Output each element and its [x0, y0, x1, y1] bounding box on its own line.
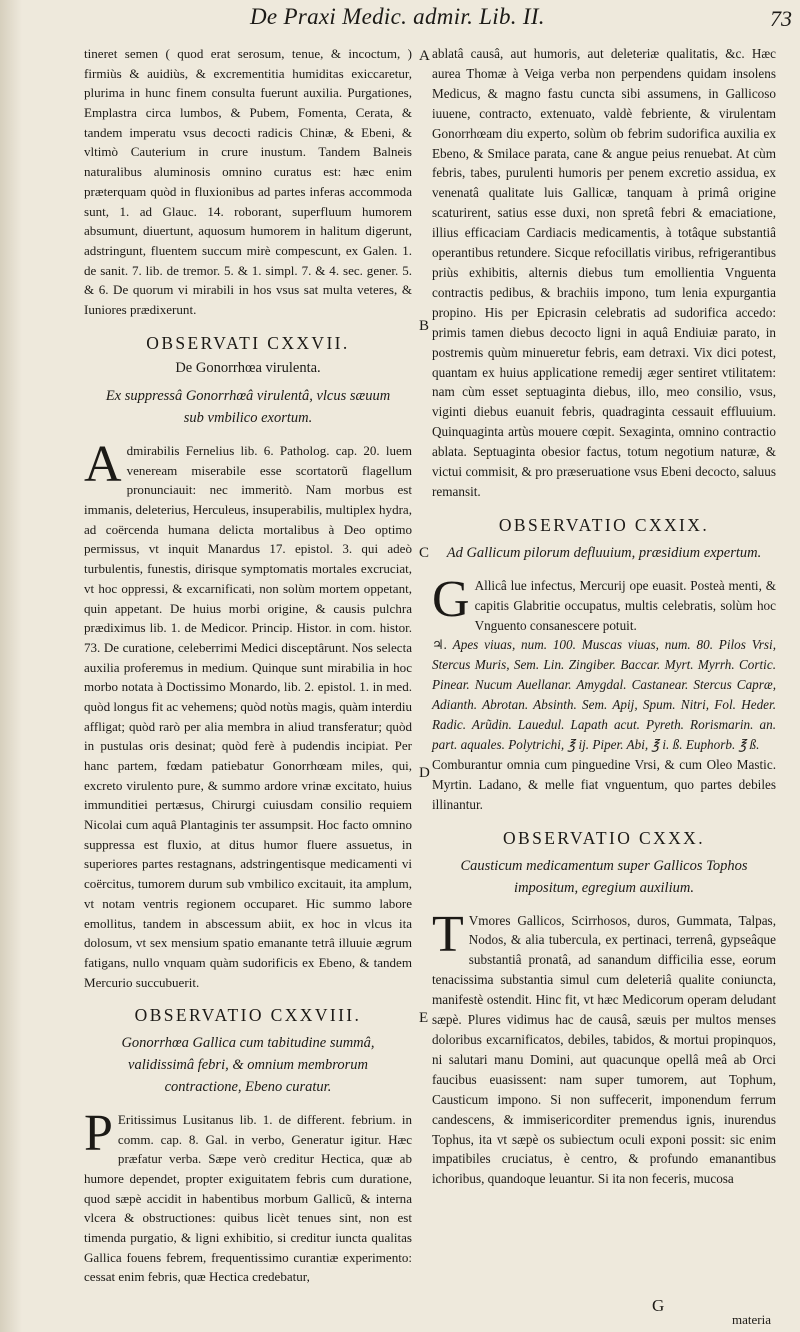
right-column: [432, 44, 776, 1189]
drop-cap: T: [432, 905, 464, 963]
observation-130-body: [432, 905, 776, 1190]
observation-128-heading: OBSERVATIO CXXVIII.: [134, 1005, 362, 1026]
drop-cap: G: [432, 570, 470, 628]
margin-letter-c: C: [419, 545, 430, 561]
left-column: [84, 44, 412, 1287]
observation-127-subtitle: De Gonorrhœa virulenta.: [175, 360, 321, 377]
observation-129-body: [432, 570, 776, 636]
continued-paragraph: tineret semen ( quod erat serosum, tenue, & incoctum, ) firmiùs & auidiùs, & excrementitia humiditas exiccaretur, plurima in hunc finem consulta fuerunt auxilia. Purgationes, Emplastra circa lumbos, & Pubem, Fomenta, Cerata, & tandem imperatu vsus decocti radicis Chinæ, & Ebeni, & vltimò Cauterium in crure inustum. Tandem Balneis naturalibus aluminosis omnino curatus est: hæc enim præterquam quòd in fluxionibus ad partes inferas accommoda sunt, 1. ad Glauc. 14. roborant, superfluum humorem absumunt, diuertunt, aquosum humorem in halitum digerunt, adstringunt, fluentem succum mirè compescunt, ex Galen. 1. de sanit. 7. lib. de tremor. 5. & 1. simpl. 7. & 4. sec. gener. 5. & 6. De quorum vi mirabili in hos vsus sat multa veteres, & Iuniores prædixerunt.: [84, 46, 412, 317]
observation-130-lemma: Causticum medicamentum super Gallicos Tophos impositum, egregium auxilium.: [460, 857, 748, 896]
margin-letter-d: D: [419, 765, 430, 781]
continued-paragraph: ablatâ causâ, aut humoris, aut deleteriæ qualitatis, &c. Hæc aurea Thomæ à Veiga verba non perpendens quidam insolens Medicus, & magno fastu cuncta sibi assumens, in Gallicoso iuuene, contracto, extenuato, valdè febriente, & virulentam Gonorrhœam diu experto, solùm ob febrim sudorifica auxilia ex Ebeno, & Smilace parata, cane & angue peius renuebat. At cùm febris, tabes, purulenti humoris per penem excretio assidua, ex venenatâ qualitate luis Gallicæ, tanquam à primâ origine scaturirent, satius esse duxi, non spretâ febri & emaciatione, illius efficaciam Cardiacis medicamentis, à totâque substantiâ operantibus retundere. Sicque refocillatis viribus, refrigerantibus priùs exhibitis, alternis diebus tum emollientia Vnguenta contractis pedibus, & brachiis impono, tum lenia expurgantia propino. His per Epicrasin celebratis ad sudorifica accedo: primis tamen diebus decocto ligni in aquâ Endiuiæ parato, in postremis quùm minueretur febris, eam detraxi. Vix dici potest, quantam ex huius applicatione remedij æger sentiret vtilitatem: nam cùm esset septuaginta diebus, illo, meo consilio, vsus, viginti diebus euanuit febris, quadraginta cessauit effluuium. Quinquaginta artùs mouere cœpit. Sexaginta, omnino contractio ablata. Septuaginta obesior factus, totum negotium naturæ, & victui commisit, & pro præseruatione vsus Ebeni decocto, saluus remansit.: [432, 46, 776, 499]
margin-letter-a: A: [419, 48, 430, 64]
observation-127-text: dmirabilis Fernelius lib. 6. Patholog. cap. 20. luem veneream miserabile esse scortatorũ flagellum pronunciauit: nec immeritò. Nam morbus est immanis, deleterius, Herculeus, insuperabilis, multiplex hydra, ad coërcenda humana delicta mortalibus à Deo optimo permissus, vt inquit Manardus 17. epistol. 3. qui adeò turbulentis, funestis, dirisque symptomatis mortales excruciat, vt hoc oppressi, & excarnificati, non solùm mortem oppetant, quin appetant. De huius morbi origine, & causis pulchra prædiximus lib. 1. de Medicor. Princip. Histor. in com. histor. 73. De curatione, celeberrimi Medici disceptârunt. Nos selecta auxilia proferemus in medium. Quinque sunt mirabilia in hoc morbo notata à Doctissimo Monardo, lib. 2. epistol. 1. in med. quòd longus fit ac vehemens; quòd notùs magis, quàm interdiu affligat; quòd rarò per alia membra in aliud transferatur; quòd in pustulas oris desinat; quòd ferè à pudendis incipiat. Per hanc partem, fœdam patiebatur Gonorrhœam miles, qui, excreto virulento pure, & summo ardore vrinæ excitato, huius immunditiei pertæsus, Chirurgi cuiusdam consilio requiem Nicolai cum aquâ Plantaginis ter assumpsit. Hoc facto omnino suppressa est fluxio, at ditus humor fluere assuetus, in superiores partes restagnans, adstringentisque medicamenti vi coërcitus, tumorem durum sub vmbilico excitauit, ita amplum, vt notam ventris regionem occuparet. Hic summo labore emollitus, tandem in abscessum abiit, ex hoc in vlcus ita dolosum, vt sex mensium spatio emanante tetrâ illuuie ægrum fatigans, nullo vnquam quàm sudorificis ex Ebeno, & tandem Mercurio succubuerit.: [84, 443, 412, 990]
drop-cap: P: [84, 1104, 113, 1162]
observation-129-heading: OBSERVATIO CXXIX.: [498, 514, 710, 535]
margin-letter-e: E: [419, 1010, 429, 1026]
gutter-shadow: [0, 0, 22, 1332]
catchword: materia: [732, 1312, 771, 1327]
signature-mark: G: [652, 1296, 665, 1315]
margin-letter-b: B: [419, 318, 430, 334]
observation-127-lemma: Ex suppressâ Gonorrhœâ virulentâ, vlcus sæuum sub vmbilico exortum.: [105, 388, 391, 426]
observation-128-lemma: Gonorrhœa Gallica cum tabitudine summâ, validissimâ febri, & omnium membrorum contractione, Ebeno curatur.: [121, 1034, 375, 1095]
observation-129-lemma: Ad Gallicum pilorum defluuium, præsidium expertum.: [446, 544, 762, 561]
page-number: 73: [770, 6, 792, 31]
observation-128-text: Eritissimus Lusitanus lib. 1. de different. febrium. in comm. cap. 8. Gal. in verbo, Generatur igitur. Hæc præfatur verba. Sæpe verò creditur Hectica, quæ ab humore dependet, propter exiguitatem febris cum duratione, quod sæpè accidit in habentibus morbum Gallicũ, & interna vlcera & obstructiones: quibus licèt tenues sint, non est timenda purgatio, & ligni exhibitio, si creditur iuncta qualitas Gallica fouens febrem, frequentissimo curantiæ experimento: cessat enim febris, quæ Hectica credebatur,: [84, 1111, 412, 1285]
observation-129-text: Allicâ lue infectus, Mercurij ope euasit. Posteà menti, & capitis Glabritie occupatus, multis celebratis, solùm hoc Vnguento consanescere potuit.: [474, 577, 776, 633]
observation-128-body: [84, 1104, 412, 1287]
observation-127-body: [84, 436, 412, 992]
observation-130-heading: OBSERVATIO CXXX.: [503, 827, 705, 848]
drop-cap: A: [84, 436, 122, 493]
observation-130-text: Vmores Gallicos, Scirrhosos, duros, Gummata, Talpas, Nodos, & alia tubercula, ex pertinaci, terrenâ, gypseâque substantiâ pronatâ, ad sanandum difficilia esse, eorum tenacissima substantia simul cum deleteriâ qualite coniuncta, manifestè ostendit. Hinc fit, vt hæc Medicorum operam deludant sæpè. Plures vidimus hac de causâ, sæuis per multos menses doloribus excarnificatos, debiles, tabidos, & mortui propinquos, ni salutari manu Domini, aut quacunque opellâ meâ ab Orci faucibus euasissent: nam super tumorem, aut Tophum, Causticum impono. Si non suffecerit, imponendum ferrum candescens, & immisericorditer premendus ignis, inurendus Tophus, ita vt sæpè os subiectum oculi exponi possit: sic enim impatibiles cruciatus, è centro, & profundo emanantibus ichoribus, quandoque leuantur. Si ita non feceris, mucosa: [432, 912, 776, 1187]
recipe-instructions: Comburantur omnia cum pinguedine Vrsi, & cum Oleo Mastic. Myrtin. Ladano, & melle fiat vnguentum, quo partes debiles illinantur.: [432, 756, 776, 812]
observation-127-heading: OBSERVATI CXXVII.: [146, 332, 350, 353]
running-head: De Praxi Medic. admir. Lib. II.: [250, 4, 545, 29]
recipe: ♃. Apes viuas, num. 100. Muscas viuas, num. 80. Pilos Vrsi, Stercus Muris, Sem. Lin. Zingiber. Baccar. Myrt. Myrrh. Cortic. Pinear. Nucum Auellanar. Amygdal. Castanear. Stercus Capræ, Adianth. Abrotan. Absinth. Sem. Apij, Spum. Nitri, Fol. Heder. Radic. Arũdin. Lauedul. Lapath acut. Pyreth. Rorismarin. an. part. aquales. Polytrichi, ℥ ij. Piper. Abi, ℥ i. ß. Euphorb. ℥ ß.: [432, 637, 776, 752]
